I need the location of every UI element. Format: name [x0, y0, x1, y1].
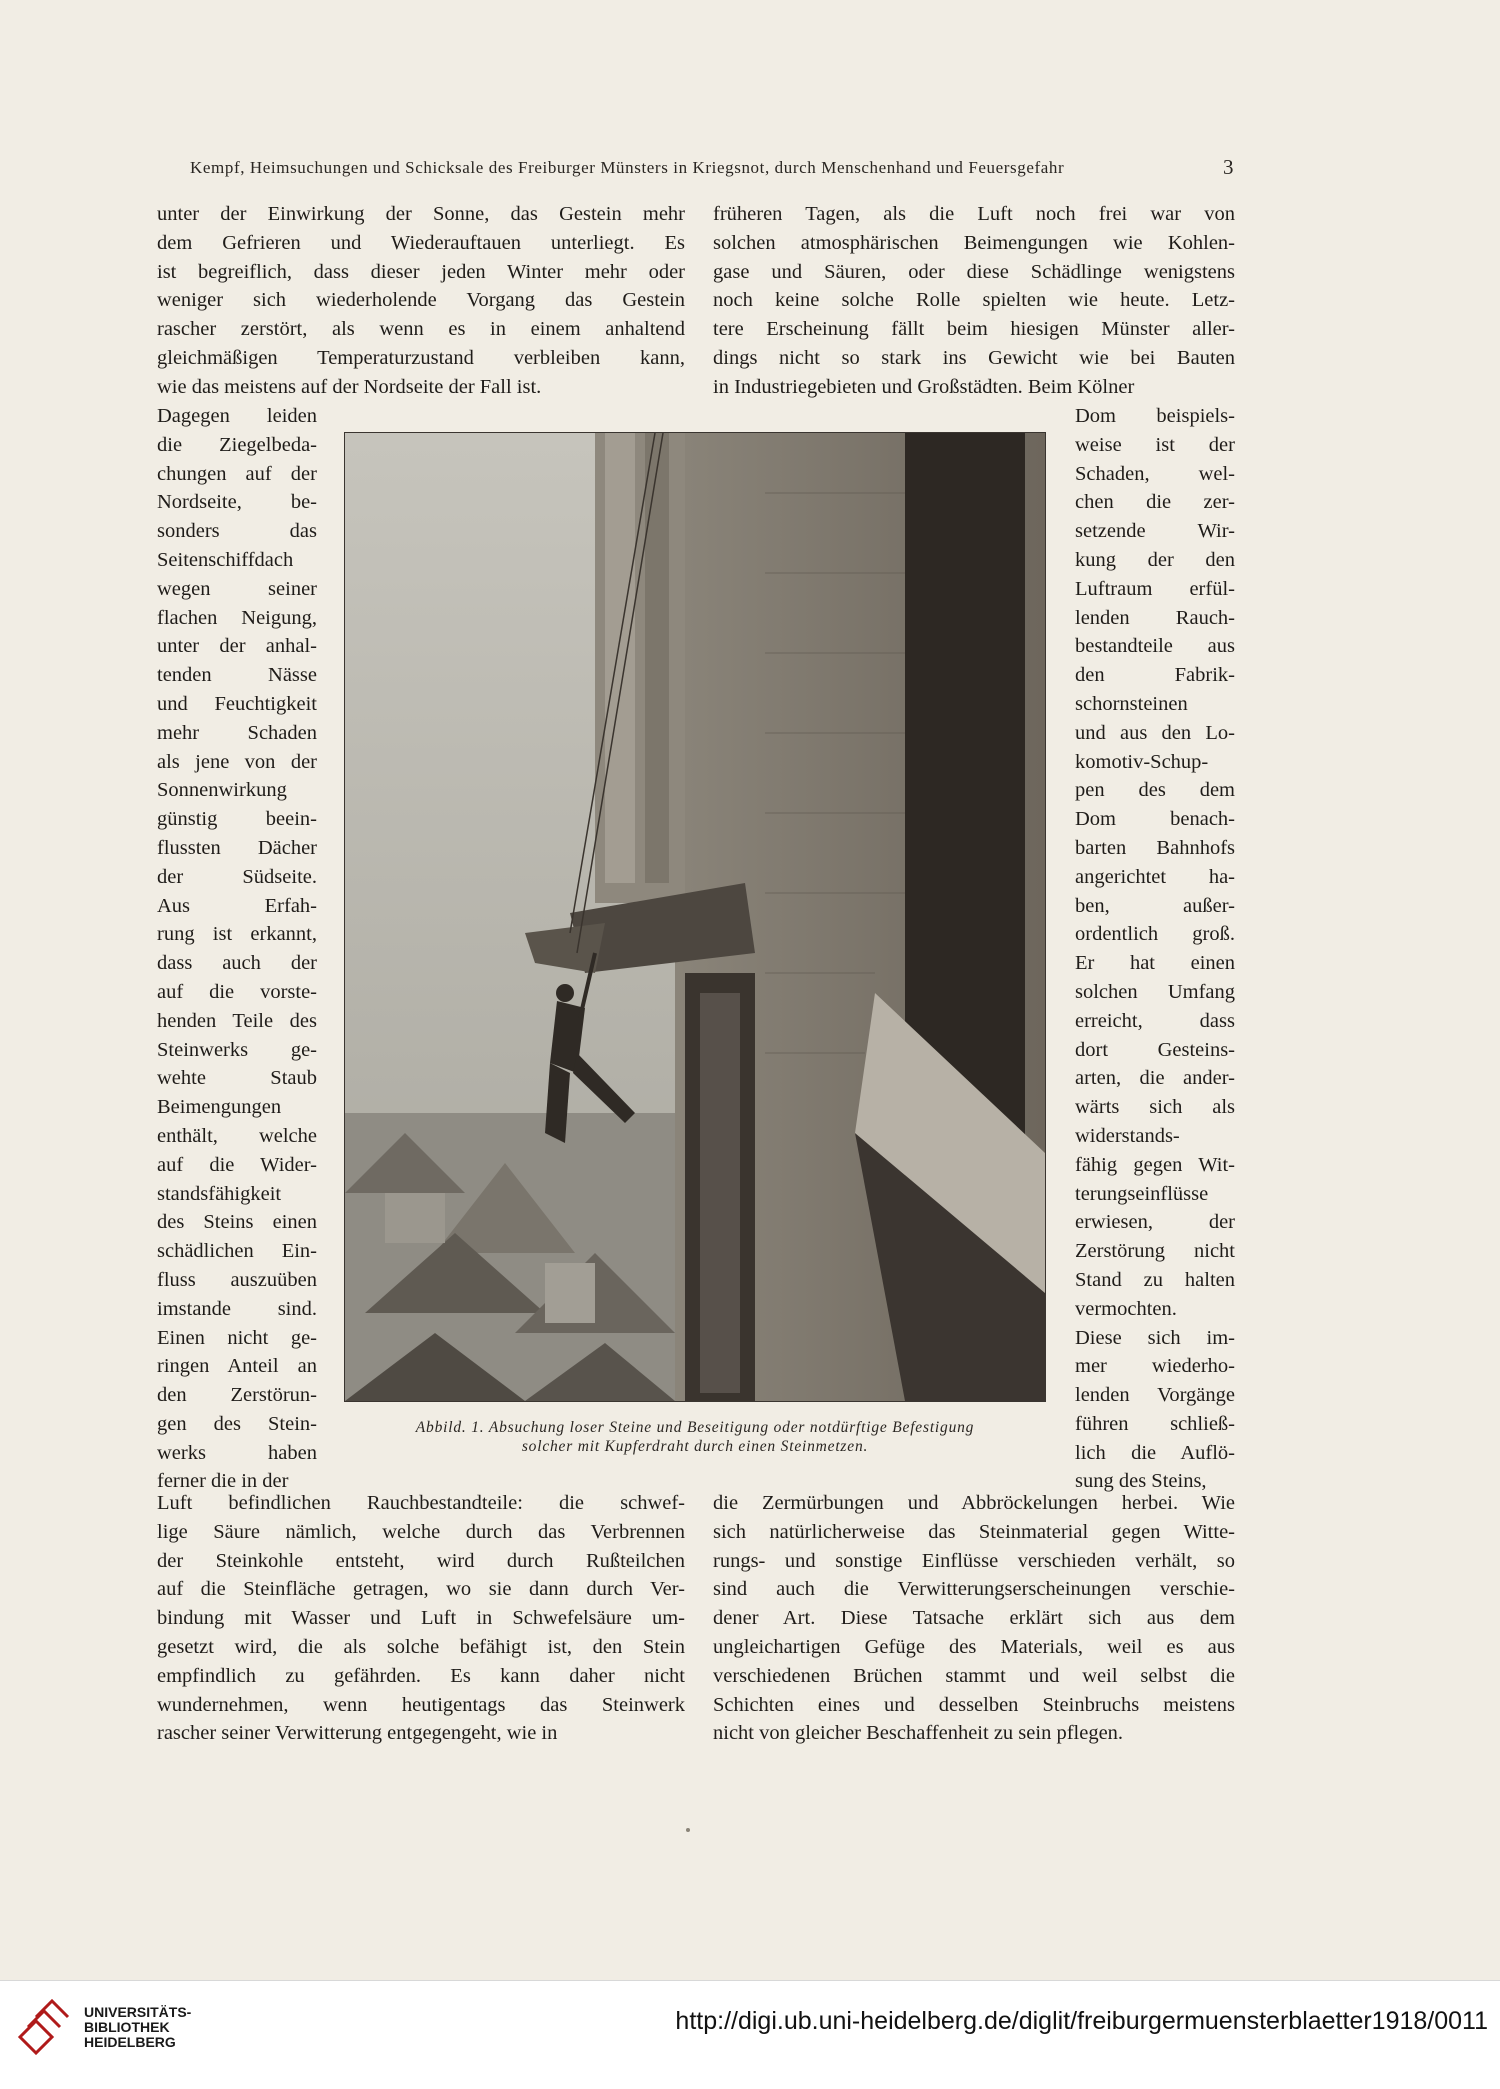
scan-speck [686, 1828, 690, 1832]
text-line: und aus den Lo- [1075, 721, 1235, 744]
permalink-url[interactable]: http://digi.ub.uni-heidelberg.de/diglit/freiburgermuensterblaetter1918/0011 [675, 2007, 1488, 2035]
text-line: unter der anhal- [157, 635, 317, 658]
text-line: chungen auf der [157, 462, 317, 485]
text-line: Seitenschiffdach [157, 548, 294, 571]
text-line: henden Teile des [157, 1009, 317, 1032]
text-line: verschiedenen Brüchen stammt und weil selbst die [713, 1664, 1235, 1687]
text-line: mehr Schaden [157, 721, 317, 744]
text-line: lich die Auflö- [1075, 1441, 1235, 1464]
library-name[interactable] [84, 2005, 191, 2050]
viewer-footer [0, 1980, 1500, 2089]
text-line: sonders das [157, 520, 317, 543]
text-line: ringen Anteil an [157, 1355, 317, 1378]
figure-photo [344, 432, 1046, 1402]
figure-caption [340, 1418, 1050, 1456]
text-side-right [1075, 402, 1235, 1496]
text-line: früheren Tagen, als die Luft noch frei war von [713, 203, 1235, 225]
text-line: standsfähigkeit [157, 1182, 282, 1205]
text-line: solchen Umfang [1075, 980, 1235, 1003]
text-line: die Ziegelbeda- [157, 433, 317, 456]
text-line: sind auch die Verwitterungserscheinungen verschie- [713, 1578, 1235, 1601]
text-line: Luftraum erfül- [1075, 577, 1235, 600]
text-line: gase und Säuren, oder diese Schädlinge wenigstens [713, 260, 1235, 283]
text-line: barten Bahnhofs [1075, 836, 1235, 859]
text-line: Schichten eines und desselben Steinbruchs meistens [713, 1693, 1235, 1716]
text-line: komotiv-Schup- [1075, 750, 1209, 773]
text-line: bindung mit Wasser und Luft in Schwefelsäure um- [157, 1607, 685, 1630]
text-line: lige Säure nämlich, welche durch das Verbrennen [157, 1520, 685, 1543]
library-name-line-3: HEIDELBERG [84, 2034, 176, 2050]
text-line: rascher seiner Verwitterung entgegengeht, wie in [157, 1722, 558, 1745]
text-line: flachen Neigung, [157, 606, 317, 629]
text-line: schornsteinen [1075, 692, 1188, 715]
text-line: erwiesen, der [1075, 1211, 1235, 1234]
text-line: wegen seiner [157, 577, 317, 600]
text-line: solchen atmosphärischen Beimengungen wie Kohlen- [713, 231, 1235, 254]
text-line: auf die vorste- [157, 980, 317, 1003]
university-library-logo-icon[interactable] [14, 1997, 72, 2055]
text-line: Diese sich im- [1075, 1326, 1235, 1349]
text-line: Sonnenwirkung [157, 779, 287, 802]
text-line: schädlichen Ein- [157, 1240, 317, 1263]
text-line: Luft befindlichen Rauchbestandteile: die schwef- [157, 1492, 685, 1514]
text-line: pen des dem [1075, 779, 1235, 802]
text-line: Dagegen leiden [157, 405, 317, 427]
text-line: ben, außer- [1075, 894, 1235, 917]
text-line: dass auch der [157, 952, 317, 975]
library-name-line-1: UNIVERSITÄTS- [84, 2004, 192, 2020]
text-line: Einen nicht ge- [157, 1326, 317, 1349]
text-line: erreicht, dass [1075, 1009, 1235, 1032]
text-line: lenden Vorgänge [1075, 1384, 1235, 1407]
text-line: dener Art. Diese Tatsache erklärt sich aus dem [713, 1607, 1235, 1630]
text-line: als jene von der [157, 750, 317, 773]
text-line: bestandteile aus [1075, 635, 1235, 658]
text-line: Er hat einen [1075, 952, 1235, 975]
text-line: weniger sich wiederholende Vorgang das Gestein [157, 289, 685, 312]
text-line: rascher zerstört, als wenn es in einem anhaltend [157, 318, 685, 341]
text-line: angerichtet ha- [1075, 865, 1235, 888]
text-line: ordentlich groß. [1075, 923, 1235, 946]
text-line: lenden Rauch- [1075, 606, 1235, 629]
text-line: enthält, welche [157, 1124, 317, 1147]
text-bottom-left [157, 1489, 685, 1748]
text-line: ist begreiflich, dass dieser jeden Winter mehr oder [157, 260, 685, 283]
text-bottom-right [713, 1489, 1235, 1748]
text-line: wie das meistens auf der Nordseite der Fall ist. [157, 375, 542, 398]
text-line: ungleichartigen Gefüge des Materials, weil es aus [713, 1635, 1235, 1658]
text-line: führen schließ- [1075, 1412, 1235, 1435]
caption-line-1: Abbild. 1. Absuchung loser Steine und Beseitigung oder notdürftige Befestigung [415, 1419, 975, 1436]
text-line: gesetzt wird, die als solche befähigt ist, den Stein [157, 1635, 685, 1658]
text-line: auf die Wider- [157, 1153, 317, 1176]
text-line: widerstands- [1075, 1124, 1180, 1147]
caption-line-2: solcher mit Kupferdraht durch einen Steinmetzen. [521, 1438, 869, 1455]
text-line: auf die Steinfläche getragen, wo sie dann durch Ver- [157, 1578, 685, 1601]
cathedral-photo-illustration [345, 433, 1045, 1401]
text-line: tere Erscheinung fällt beim hiesigen Münster aller- [713, 318, 1235, 341]
text-line: imstande sind. [157, 1297, 317, 1320]
text-line: fluss auszuüben [157, 1268, 317, 1291]
text-line: des Steins einen [157, 1211, 317, 1234]
text-line: Nordseite, be- [157, 491, 317, 514]
text-line: arten, die ander- [1075, 1067, 1235, 1090]
text-line: fähig gegen Wit- [1075, 1153, 1235, 1176]
text-line: dort Gesteins- [1075, 1038, 1235, 1061]
text-line: chen die zer- [1075, 491, 1235, 514]
text-line: die Zermürbungen und Abbröckelungen herbei. Wie [713, 1492, 1235, 1514]
text-line: wärts sich als [1075, 1096, 1235, 1119]
text-line: dem Gefrieren und Wiederauftauen unterliegt. Es [157, 231, 685, 254]
text-line: sich natürlicherweise das Steinmaterial gegen Witte- [713, 1520, 1235, 1543]
text-line: flussten Dächer [157, 836, 317, 859]
text-line: und Feuchtigkeit [157, 692, 317, 715]
text-line: gleichmäßigen Temperaturzustand verbleiben kann, [157, 346, 685, 369]
text-line: gen des Stein- [157, 1412, 317, 1435]
text-line: nicht von gleicher Beschaffenheit zu sein pflegen. [713, 1722, 1124, 1745]
text-line: dings nicht so stark ins Gewicht wie bei Bauten [713, 346, 1235, 369]
text-line: kung der den [1075, 548, 1235, 571]
text-line: weise ist der [1075, 433, 1235, 456]
text-line: rung ist erkannt, [157, 923, 317, 946]
text-line: wehte Staub [157, 1067, 317, 1090]
text-line: Dom benach- [1075, 808, 1235, 831]
text-line: günstig beein- [157, 808, 317, 831]
text-top-left [157, 200, 685, 402]
text-line: den Fabrik- [1075, 664, 1235, 687]
text-line: Beimengungen [157, 1096, 282, 1119]
text-line: rungs- und sonstige Einflüsse verschieden verhält, so [713, 1549, 1235, 1572]
text-line: empfindlich zu gefährden. Es kann daher nicht [157, 1664, 685, 1687]
text-line: unter der Einwirkung der Sonne, das Gestein mehr [157, 203, 685, 225]
text-line: terungseinflüsse [1075, 1182, 1209, 1205]
text-line: Steinwerks ge- [157, 1038, 317, 1061]
text-line: Zerstörung nicht [1075, 1240, 1235, 1263]
text-line: der Steinkohle entsteht, wird durch Rußteilchen [157, 1549, 685, 1572]
text-top-right [713, 200, 1235, 402]
text-line: wundernehmen, wenn heutigentags das Steinwerk [157, 1693, 685, 1716]
text-line: ferner die in der [157, 1470, 289, 1493]
text-line: der Südseite. [157, 865, 317, 888]
text-line: Dom beispiels- [1075, 405, 1235, 427]
text-line: mer wiederho- [1075, 1355, 1235, 1378]
text-line: Schaden, wel- [1075, 462, 1235, 485]
text-line: sung des Steins, [1075, 1470, 1207, 1493]
text-line: Aus Erfah- [157, 894, 317, 917]
text-line: setzende Wir- [1075, 520, 1235, 543]
text-line: in Industriegebieten und Großstädten. Beim Kölner [713, 375, 1135, 398]
text-line: noch keine solche Rolle spielten wie heute. Letz- [713, 289, 1235, 312]
text-line: tenden Nässe [157, 664, 317, 687]
text-line: vermochten. [1075, 1297, 1177, 1320]
text-line: werks haben [157, 1441, 317, 1464]
text-line: den Zerstörun- [157, 1384, 317, 1407]
library-name-line-2: BIBLIOTHEK [84, 2019, 170, 2035]
text-line: Stand zu halten [1075, 1268, 1235, 1291]
running-header: Kempf, Heimsuchungen und Schicksale des Freiburger Münsters in Kriegsnot, durch Menschenhand und Feuersgefahr [190, 158, 1065, 177]
text-side-left [157, 402, 317, 1496]
page-number: 3 [1223, 155, 1234, 179]
